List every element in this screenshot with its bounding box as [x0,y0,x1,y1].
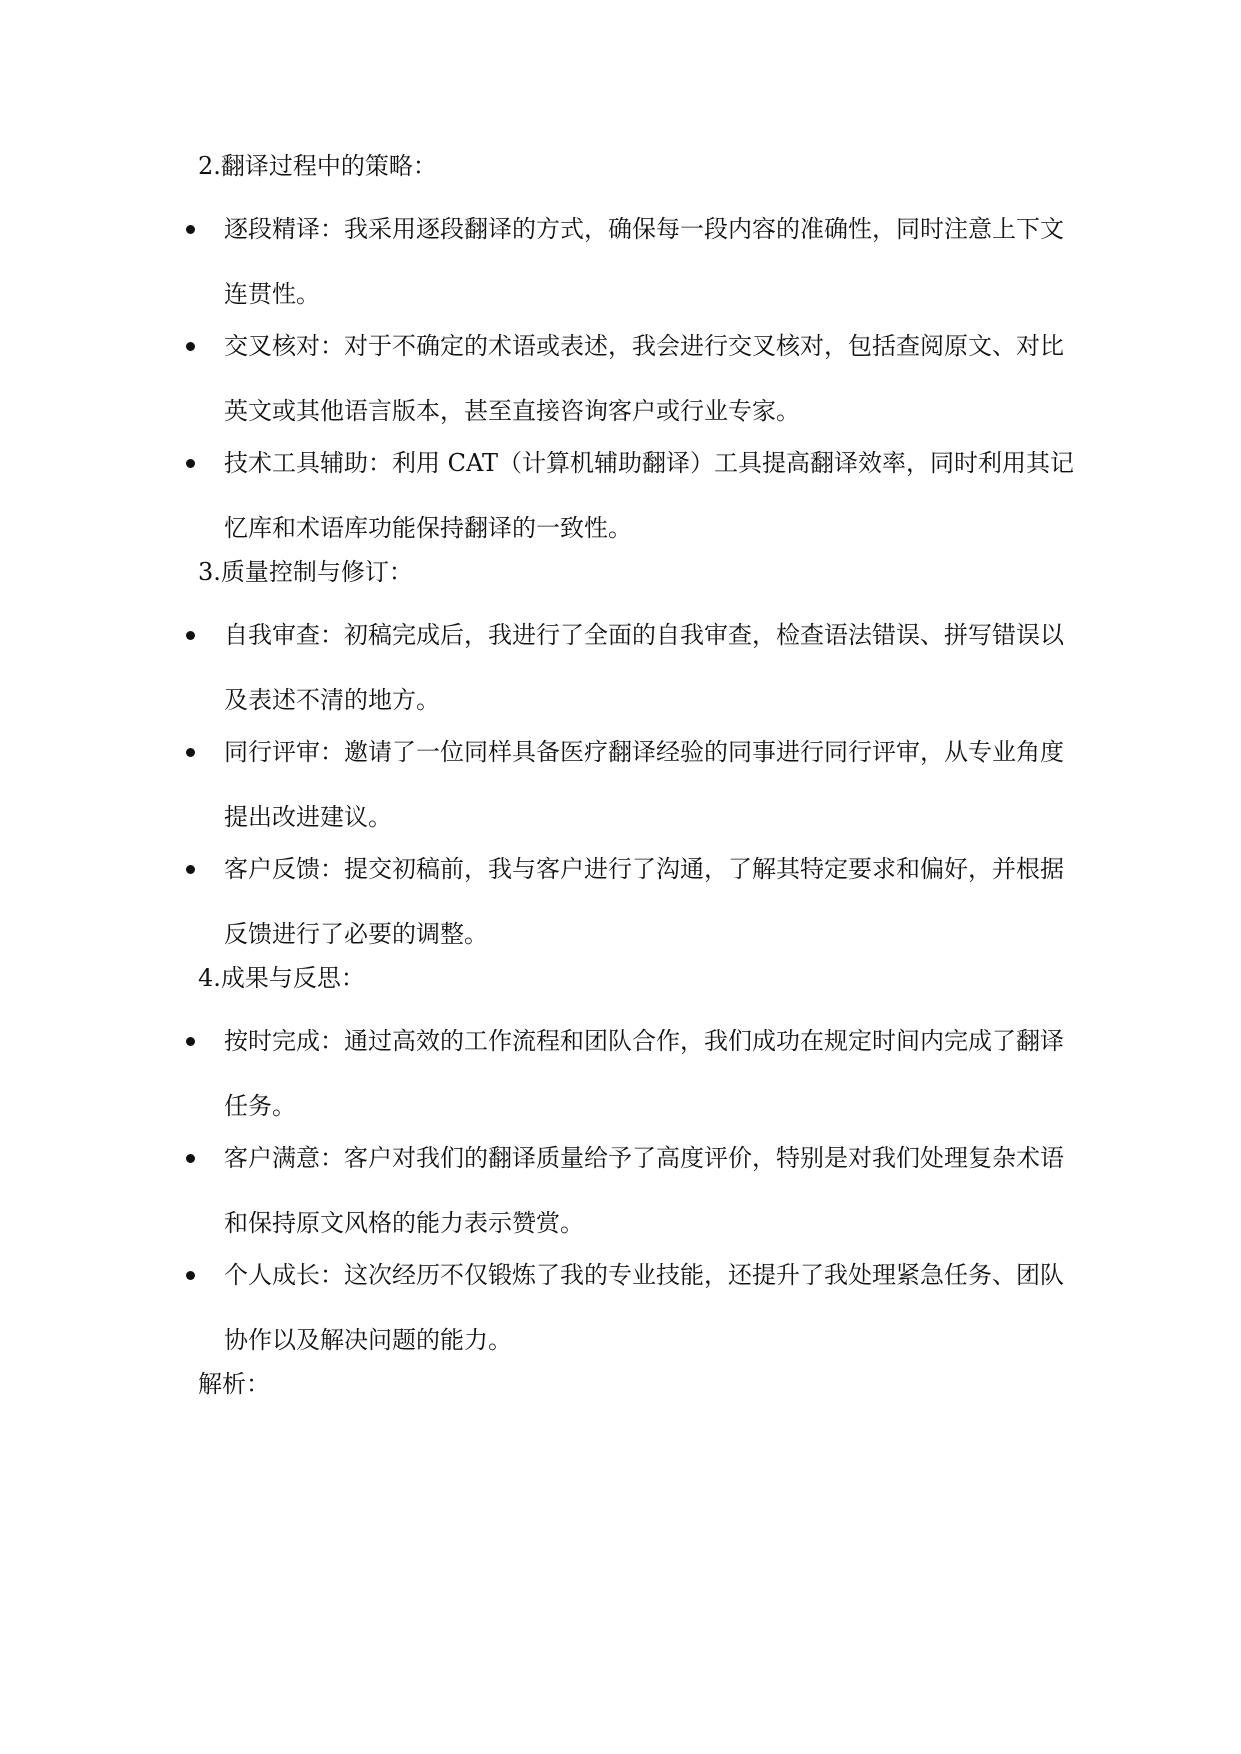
list-item-line: 逐段精译：我采用逐段翻译的方式，确保每一段内容的准确性，同时注意上下文 [224,215,1064,243]
list-item-line: 客户反馈：提交初稿前，我与客户进行了沟通，了解其特定要求和偏好，并根据 [224,855,1064,883]
bullet-icon [186,865,195,874]
section-heading: 4.成果与反思： [198,964,365,992]
list-item-line: 交叉核对：对于不确定的术语或表述，我会进行交叉核对，包括查阅原文、对比 [224,332,1064,360]
list-item-line: 忆库和术语库功能保持翻译的一致性。 [224,514,632,542]
list-item-line: 同行评审：邀请了一位同样具备医疗翻译经验的同事进行同行评审，从专业角度 [224,738,1064,766]
list-item [224,431,1080,561]
list-item-line: 按时完成：通过高效的工作流程和团队合作，我们成功在规定时间内完成了翻译 [224,1027,1064,1055]
analysis-heading: 解析： [198,1370,270,1398]
list-item-line: 客户满意：客户对我们的翻译质量给予了高度评价，特别是对我们处理复杂术语 [224,1144,1064,1172]
list-item-line: 技术工具辅助：利用 CAT（计算机辅助翻译）工具提高翻译效率，同时利用其记 [224,449,1075,477]
bullet-icon [186,459,195,468]
list-item-line: 及表述不清的地方。 [224,686,440,714]
list-item-line: 任务。 [224,1092,296,1120]
list-item [224,1126,1080,1256]
list-item-line: 协作以及解决问题的能力。 [224,1326,512,1354]
list-item-line: 自我审查：初稿完成后，我进行了全面的自我审查，检查语法错误、拼写错误以 [224,621,1064,649]
list-item [224,837,1080,967]
bullet-icon [186,1154,195,1163]
list-item-line: 个人成长：这次经历不仅锻炼了我的专业技能，还提升了我处理紧急任务、团队 [224,1261,1064,1289]
bullet-icon [186,1271,195,1280]
list-item [224,720,1080,850]
list-item [224,1243,1080,1373]
list-item [224,314,1080,444]
list-item-line: 英文或其他语言版本，甚至直接咨询客户或行业专家。 [224,397,800,425]
bullet-icon [186,225,195,234]
list-item-line: 反馈进行了必要的调整。 [224,920,488,948]
list-item [224,603,1080,733]
list-item [224,197,1080,327]
section-heading: 3.质量控制与修订： [198,558,413,586]
list-item-line: 和保持原文风格的能力表示赞赏。 [224,1209,584,1237]
bullet-icon [186,342,195,351]
section-heading: 2.翻译过程中的策略： [198,152,437,180]
bullet-icon [186,1037,195,1046]
list-item-line: 连贯性。 [224,280,320,308]
list-item [224,1009,1080,1139]
bullet-icon [186,748,195,757]
bullet-icon [186,631,195,640]
list-item-line: 提出改进建议。 [224,803,392,831]
